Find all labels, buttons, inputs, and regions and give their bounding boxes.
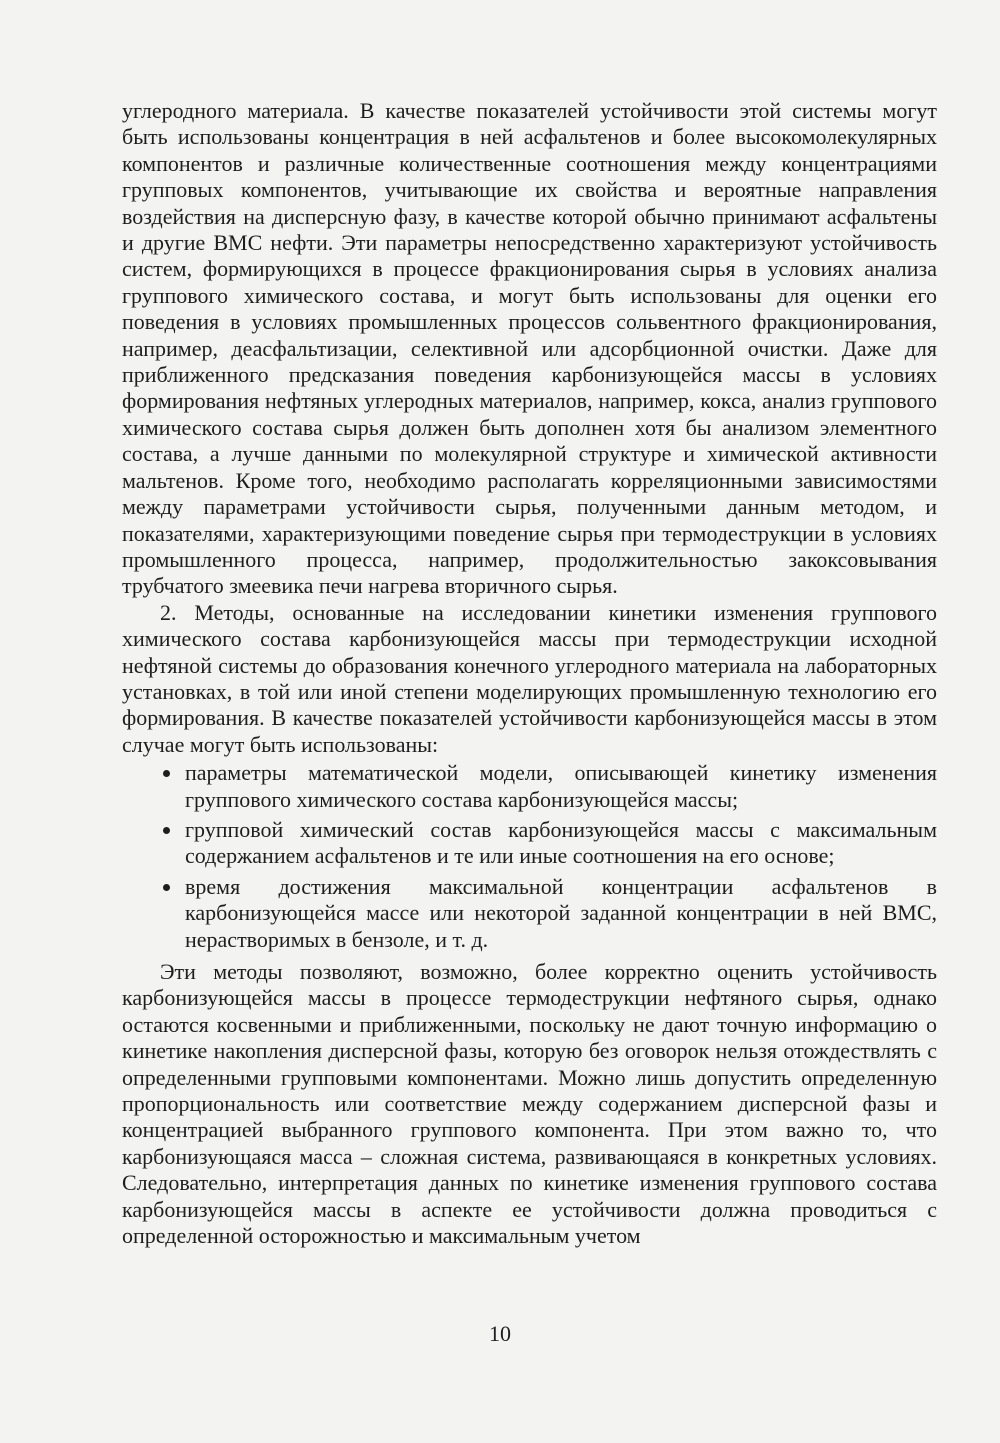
list-item-text: параметры математической модели, описывающей кинетику изменения группового химического состава карбонизующейся массы; (185, 760, 937, 812)
paragraph-1: углеродного материала. В качестве показателей устойчивости этой системы могут быть использованы концентрация в ней асфальтенов и более высокомолекулярных компонентов и различные количественные соотношения между концентрациями групповых компонентов, учитывающие их свойства и вероятные направления воздействия на дисперсную фазу, в качестве которой обычно принимают асфальтены и другие ВМС нефти. Эти параметры непосредственно характеризуют устойчивость систем, формирующихся в процессе фракционирования сырья в условиях анализа группового химического состава, и могут быть использованы для оценки его поведения в условиях промышленных процессов сольвентного фракционирования, например, деасфальтизации, селективной или адсорбционной очистки. Даже для приближенного предсказания поведения карбонизующейся массы в условиях формирования нефтяных углеродных материалов, например, кокса, анализ группового химического состава сырья должен быть дополнен хотя бы анализом элементного состава, а лучше данными по молекулярной структуре и химической активности мальтенов. Кроме того, необходимо располагать корреляционными зависимостями между параметрами устойчивости сырья, полученными данным методом, и показателями, характеризующими поведение сырья при термодеструкции в условиях промышленного процесса, например, продолжительностью закоксовывания трубчатого змеевика печи нагрева вторичного сырья. (122, 98, 937, 599)
bullet-icon (163, 884, 170, 891)
list-item (122, 817, 937, 870)
list-item (122, 874, 937, 953)
bullet-icon (163, 770, 170, 777)
list-item-text: групповой химический состав карбонизующейся массы с максимальным содержанием асфальтенов и те или иные соотношения на его основе; (185, 816, 937, 869)
page-body (122, 98, 937, 1249)
list-item (122, 760, 937, 813)
paragraph-2: 2. Методы, основанные на исследовании кинетики изменения группового химического состава карбонизующейся массы при термодеструкции исходной нефтяной системы до образования конечного углеродного материала на лабораторных установках, в той или иной степени моделирующих промышленную технологию его формирования. В качестве показателей устойчивости карбонизующейся массы в этом случае могут быть использованы: (122, 599, 937, 757)
bullet-icon (163, 827, 170, 834)
list-item-text: время достижения максимальной концентрации асфальтенов в карбонизующейся массе или некоторой заданной концентрации в ней ВМС, нерастворимых в бензоле, и т. д. (185, 873, 937, 952)
paragraph-3: Эти методы позволяют, возможно, более корректно оценить устойчивость карбонизующейся массы в процессе термодеструкции нефтяного сырья, однако остаются косвенными и приближенными, поскольку не дают точную информацию о кинетике накопления дисперсной фазы, которую без оговорок нельзя отождествлять с определенными групповыми компонентами. Можно лишь допустить определенную пропорциональность или соответствие между содержанием дисперсной фазы и концентрацией выбранного группового компонента. При этом важно то, что карбонизующаяся масса – сложная система, развивающаяся в конкретных условиях. Следовательно, интерпретация данных по кинетике изменения группового состава карбонизующейся массы в аспекте ее устойчивости должна проводиться с определенной осторожностью и максимальным учетом (122, 959, 937, 1249)
page-number: 10 (489, 1321, 511, 1346)
bullet-list (122, 760, 937, 953)
